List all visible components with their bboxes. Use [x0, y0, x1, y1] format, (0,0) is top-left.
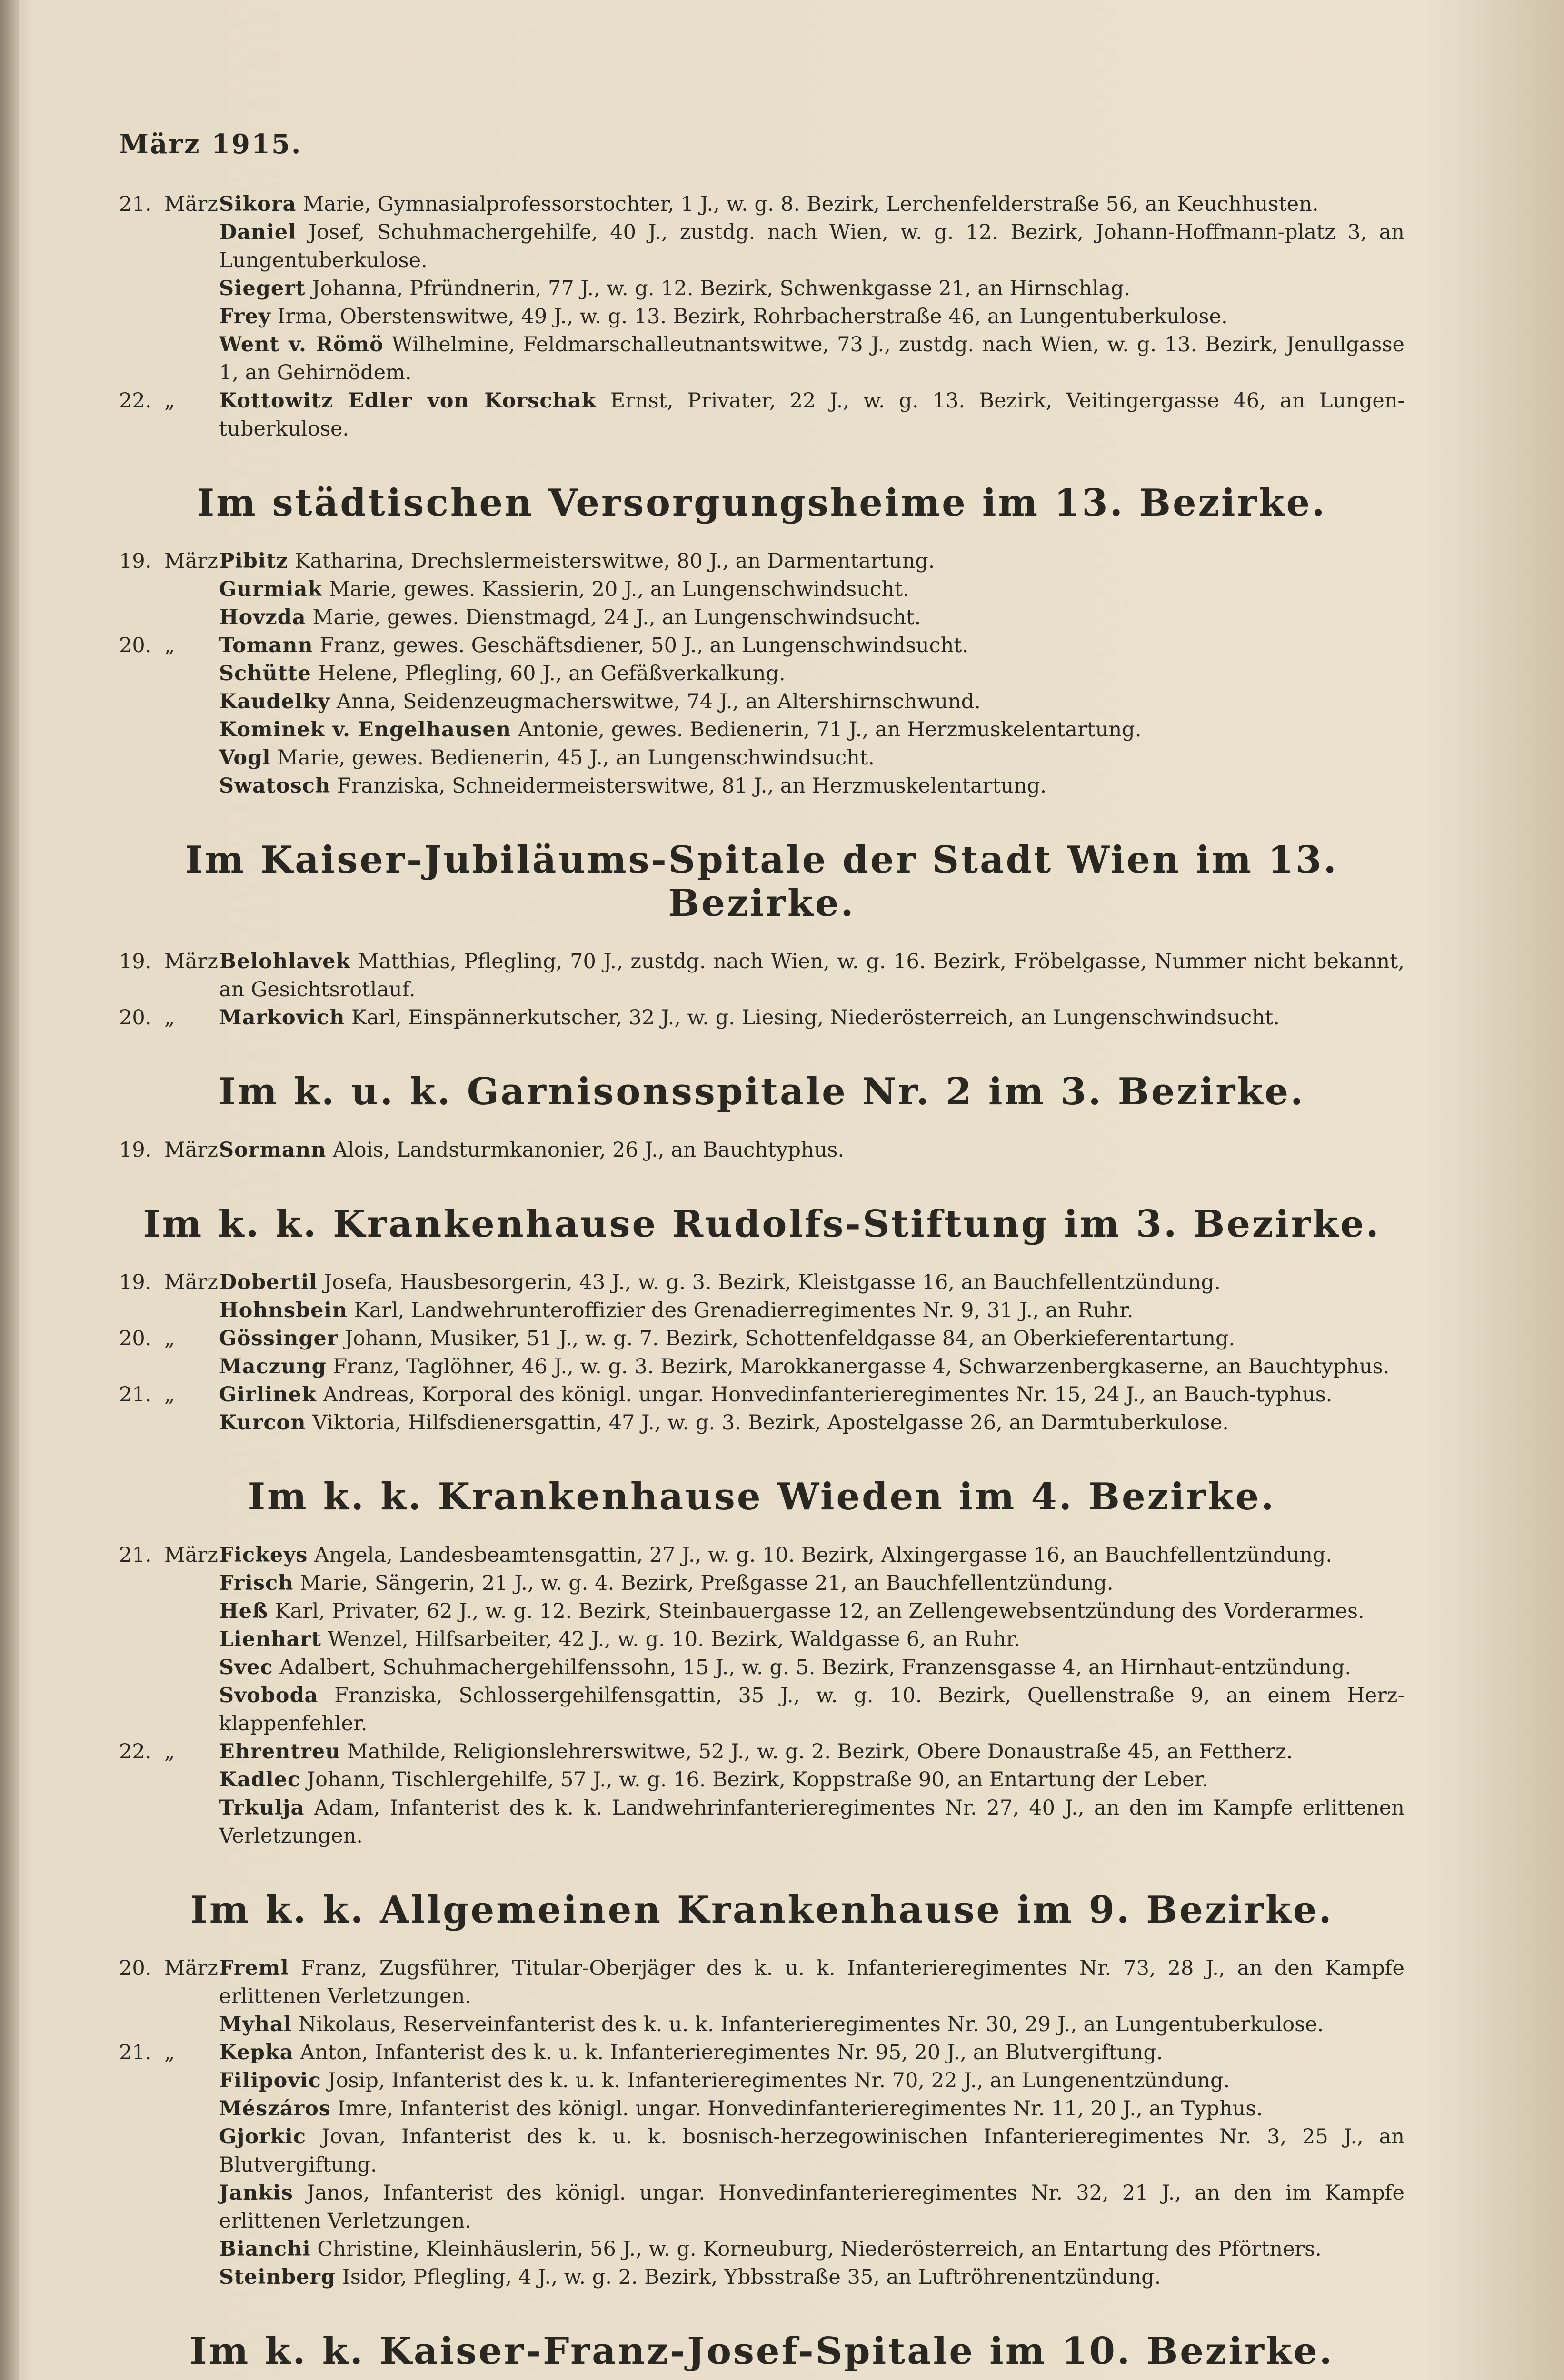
deceased-name: Gurmiak	[219, 577, 323, 601]
entry-date	[119, 2235, 219, 2263]
deceased-name: Kominek v. Engelhausen	[219, 718, 511, 742]
deceased-name: Belohlavek	[219, 950, 351, 973]
entry-date	[119, 2123, 219, 2179]
entry-detail: Matthias, Pflegling, 70 J., zustdg. nach Wien, w. g. 16. Bezirk, Fröbelgasse, Nummer nicht bekannt, an Gesichtsrotlauf.	[219, 950, 1405, 1002]
entry-text	[219, 575, 1405, 604]
deceased-name: Myhal	[219, 2013, 292, 2036]
sections-container	[119, 190, 1405, 2380]
entry-date	[119, 1325, 219, 1353]
entry-text	[219, 2011, 1405, 2039]
entry-date	[119, 1136, 219, 1164]
entry-detail: Franz, gewes. Geschäftsdiener, 50 J., an Lungenschwindsucht.	[319, 634, 969, 657]
entry-detail: Mathilde, Religionslehrerswitwe, 52 J., w. g. 2. Bezirk, Obere Donaustraße 45, an Fettherz.	[347, 1740, 1293, 1764]
register-entry	[119, 190, 1405, 218]
deceased-name: Vogl	[219, 746, 271, 770]
entry-detail: Christine, Kleinhäuslerin, 56 J., w. g. Korneuburg, Niederösterreich, an Entartung des Pförtners.	[317, 2237, 1322, 2261]
entry-text	[219, 772, 1405, 800]
entry-text	[219, 387, 1405, 443]
entry-day: 22.	[119, 1740, 152, 1764]
entry-detail: Karl, Einspännerkutscher, 32 J., w. g. Liesing, Niederösterreich, an Lungenschwindsucht.	[351, 1006, 1280, 1030]
death-register-section	[119, 1475, 1405, 1850]
entry-date	[119, 2263, 219, 2291]
entry-text	[219, 2095, 1405, 2123]
entry-detail: Katharina, Drechslermeisterswitwe, 80 J., an Darmentartung.	[295, 549, 935, 573]
register-entry	[119, 1325, 1405, 1353]
entry-text	[219, 2039, 1405, 2067]
register-entry	[119, 2179, 1405, 2235]
page-header: März 1915.	[119, 129, 302, 160]
register-entry	[119, 1682, 1405, 1738]
entry-date	[119, 716, 219, 744]
entry-text	[219, 660, 1405, 688]
entry-day: 20.	[119, 1956, 152, 1980]
entry-date	[119, 2011, 219, 2039]
entry-month: „	[164, 1740, 175, 1764]
entry-date	[119, 604, 219, 632]
deceased-name: Siegert	[219, 277, 306, 300]
entry-text	[219, 716, 1405, 744]
entry-month: „	[164, 1006, 175, 1030]
entry-date	[119, 948, 219, 1004]
entry-date	[119, 1954, 219, 2011]
entry-month: „	[164, 1383, 175, 1407]
entry-text	[219, 948, 1405, 1004]
entry-date	[119, 575, 219, 604]
entry-text	[219, 744, 1405, 772]
entry-date	[119, 331, 219, 387]
entry-date	[119, 275, 219, 303]
document-page	[119, 129, 1405, 2380]
entry-day: 20.	[119, 1327, 152, 1350]
register-entry	[119, 688, 1405, 716]
register-entry	[119, 1269, 1405, 1297]
entry-text	[219, 604, 1405, 632]
entry-text	[219, 2179, 1405, 2235]
entry-detail: Josef, Schuhmachergehilfe, 40 J., zustdg. nach Wien, w. g. 12. Bezirk, Johann-Hoffmann-platz 3, an Lungentuberkulose.	[219, 220, 1405, 272]
entry-detail: Franziska, Schlossergehilfensgattin, 35 J., w. g. 10. Bezirk, Quellenstraße 9, an einem Herz-klappenfehler.	[219, 1684, 1405, 1735]
deceased-name: Steinberg	[219, 2265, 336, 2289]
entry-detail: Franz, Taglöhner, 46 J., w. g. 3. Bezirk, Marokkanergasse 4, Schwarzenbergkaserne, an Bauchtyphus.	[333, 1355, 1390, 1378]
entry-date	[119, 1626, 219, 1654]
entry-month: März	[164, 1543, 218, 1567]
section-title: Im Kaiser-Jubiläums-Spitale der Stadt Wien im 13. Bezirke.	[185, 838, 1338, 925]
register-entry	[119, 1794, 1405, 1850]
entry-text	[219, 1297, 1405, 1325]
entry-day: 19.	[119, 1138, 152, 1162]
entry-day: 21.	[119, 1383, 152, 1407]
entry-text	[219, 1541, 1405, 1569]
register-entry	[119, 604, 1405, 632]
entry-text	[219, 331, 1405, 387]
entry-detail: Adam, Infanterist des k. k. Landwehrinfanterieregimentes Nr. 27, 40 J., an den im Kampfe erlittenen Verletzungen.	[219, 1796, 1405, 1848]
entry-date	[119, 1297, 219, 1325]
entry-day: 20.	[119, 634, 152, 657]
section-title: Im k. u. k. Garnisonsspitale Nr. 2 im 3. Bezirke.	[218, 1070, 1305, 1113]
entry-month: „	[164, 1327, 175, 1350]
entry-day: 21.	[119, 1543, 152, 1567]
register-entry	[119, 575, 1405, 604]
deceased-name: Sormann	[219, 1138, 327, 1162]
entry-text	[219, 1682, 1405, 1738]
register-entry	[119, 660, 1405, 688]
register-entry	[119, 948, 1405, 1004]
entry-month: März	[164, 1270, 218, 1294]
deceased-name: Bianchi	[219, 2237, 311, 2261]
entry-text	[219, 1954, 1405, 2011]
deceased-name: Hovzda	[219, 605, 306, 629]
deceased-name: Frisch	[219, 1571, 294, 1595]
entry-date	[119, 1569, 219, 1597]
entry-text	[219, 2123, 1405, 2179]
register-entry	[119, 547, 1405, 575]
register-entry	[119, 275, 1405, 303]
register-entry	[119, 1541, 1405, 1569]
entry-detail: Isidor, Pflegling, 4 J., w. g. 2. Bezirk, Ybbsstraße 35, an Luftröhrenentzündung.	[342, 2265, 1161, 2289]
entry-text	[219, 688, 1405, 716]
entry-text	[219, 1794, 1405, 1850]
register-entry	[119, 1004, 1405, 1032]
entry-date	[119, 632, 219, 660]
entry-detail: Johann, Musiker, 51 J., w. g. 7. Bezirk, Schottenfeldgasse 84, an Oberkieferentartung.	[345, 1327, 1235, 1350]
entry-detail: Marie, Gymnasialprofessorstochter, 1 J., w. g. 8. Bezirk, Lerchenfelderstraße 56, an Keuchhusten.	[303, 192, 1319, 216]
deceased-name: Filipovic	[219, 2069, 321, 2092]
entry-detail: Anton, Infanterist des k. u. k. Infanterieregimentes Nr. 95, 20 J., an Blutvergiftung.	[300, 2041, 1163, 2064]
register-entry	[119, 1766, 1405, 1794]
entry-detail: Imre, Infanterist des königl. ungar. Honvedinfanterieregimentes Nr. 11, 20 J., an Typhus.	[337, 2097, 1263, 2121]
entry-day: 19.	[119, 950, 152, 973]
entry-detail: Antonie, gewes. Bedienerin, 71 J., an Herzmuskelentartung.	[518, 718, 1142, 742]
entry-text	[219, 1766, 1405, 1794]
entry-text	[219, 1269, 1405, 1297]
register-entry	[119, 772, 1405, 800]
entry-date	[119, 1682, 219, 1738]
entry-date	[119, 1766, 219, 1794]
deceased-name: Sikora	[219, 192, 297, 216]
deceased-name: Daniel	[219, 220, 297, 244]
deceased-name: Swatosch	[219, 774, 331, 798]
entry-text	[219, 632, 1405, 660]
register-entry	[119, 1597, 1405, 1626]
entry-date	[119, 1541, 219, 1569]
entry-text	[219, 1136, 1405, 1164]
entry-text	[219, 1004, 1405, 1032]
death-register-section	[119, 190, 1405, 443]
register-entry	[119, 2067, 1405, 2095]
entry-date	[119, 1353, 219, 1381]
deceased-name: Maczung	[219, 1355, 327, 1378]
entry-day: 20.	[119, 1006, 152, 1030]
entry-detail: Wenzel, Hilfsarbeiter, 42 J., w. g. 10. Bezirk, Waldgasse 6, an Ruhr.	[328, 1627, 1020, 1651]
deceased-name: Heß	[219, 1599, 269, 1623]
entry-month: März	[164, 1956, 218, 1980]
entry-detail: Jovan, Infanterist des k. u. k. bosnisch-herzegowinischen Infanterieregimentes Nr. 3, 25 J., an Blutvergiftung.	[219, 2125, 1405, 2177]
entry-text	[219, 2067, 1405, 2095]
entry-date	[119, 1597, 219, 1626]
entry-detail: Ernst, Privater, 22 J., w. g. 13. Bezirk, Veitingergasse 46, an Lungen-tuberkulose.	[219, 389, 1405, 441]
entry-text	[219, 1353, 1405, 1381]
entry-date	[119, 1004, 219, 1032]
register-entry	[119, 1136, 1405, 1164]
entry-day: 21.	[119, 192, 152, 216]
register-entry	[119, 218, 1405, 275]
register-entry	[119, 2011, 1405, 2039]
entry-text	[219, 2263, 1405, 2291]
entry-detail: Karl, Privater, 62 J., w. g. 12. Bezirk, Steinbauergasse 12, an Zellengewebsentzündung des Vorderarmes.	[275, 1599, 1365, 1623]
death-register-section	[119, 1202, 1405, 1437]
entry-detail: Helene, Pflegling, 60 J., an Gefäßverkalkung.	[318, 662, 786, 685]
deceased-name: Kurcon	[219, 1411, 306, 1435]
entry-month: März	[164, 1138, 218, 1162]
entry-text	[219, 2235, 1405, 2263]
deceased-name: Dobertil	[219, 1270, 318, 1294]
register-entry	[119, 2263, 1405, 2291]
register-entry	[119, 1654, 1405, 1682]
entry-text	[219, 1626, 1405, 1654]
entry-date	[119, 2067, 219, 2095]
register-entry	[119, 1738, 1405, 1766]
entry-month: März	[164, 192, 218, 216]
deceased-name: Mészáros	[219, 2097, 331, 2121]
entry-date	[119, 772, 219, 800]
register-entry	[119, 1954, 1405, 2011]
death-register-section	[119, 1888, 1405, 2291]
entry-text	[219, 303, 1405, 331]
entry-date	[119, 387, 219, 443]
entry-day: 19.	[119, 1270, 152, 1294]
register-entry	[119, 632, 1405, 660]
deceased-name: Kaudelky	[219, 690, 330, 714]
entry-detail: Josip, Infanterist des k. u. k. Infanterieregimentes Nr. 70, 22 J., an Lungenentzündung.	[328, 2069, 1230, 2092]
book-gutter	[0, 0, 19, 2380]
section-title: Im k. k. Allgemeinen Krankenhause im 9. Bezirke.	[190, 1888, 1334, 1932]
section-title: Im k. k. Kaiser-Franz-Josef-Spitale im 10. Bezirke.	[189, 2330, 1334, 2373]
register-entry	[119, 2039, 1405, 2067]
deceased-name: Svoboda	[219, 1684, 319, 1707]
deceased-name: Trkulja	[219, 1796, 305, 1820]
entry-date	[119, 1738, 219, 1766]
deceased-name: Jankis	[219, 2181, 293, 2205]
entry-detail: Irma, Oberstenswitwe, 49 J., w. g. 13. Bezirk, Rohrbacherstraße 46, an Lungentuberkulose.	[277, 305, 1228, 328]
entry-day: 19.	[119, 549, 152, 573]
entry-detail: Marie, gewes. Dienstmagd, 24 J., an Lungenschwindsucht.	[312, 605, 921, 629]
register-entry	[119, 2095, 1405, 2123]
entry-detail: Viktoria, Hilfsdienersgattin, 47 J., w. g. 3. Bezirk, Apostelgasse 26, an Darmtuberkulose.	[312, 1411, 1229, 1435]
entry-date	[119, 547, 219, 575]
deceased-name: Tomann	[219, 634, 313, 657]
entry-text	[219, 1325, 1405, 1353]
entry-detail: Marie, gewes. Kassierin, 20 J., an Lungenschwindsucht.	[329, 577, 909, 601]
section-title: Im k. k. Krankenhause Wieden im 4. Bezirke.	[248, 1475, 1276, 1518]
entry-text	[219, 1597, 1405, 1626]
register-entry	[119, 1409, 1405, 1437]
entry-text	[219, 1381, 1405, 1409]
entry-date	[119, 2095, 219, 2123]
deceased-name: Frey	[219, 305, 271, 328]
entry-detail: Nikolaus, Reserveinfanterist des k. u. k. Infanterieregimentes Nr. 30, 29 J., an Lungentuberkulose.	[298, 2013, 1324, 2036]
entry-detail: Karl, Landwehrunteroffizier des Grenadierregimentes Nr. 9, 31 J., an Ruhr.	[354, 1299, 1134, 1322]
entry-date	[119, 218, 219, 275]
entry-detail: Johanna, Pfründnerin, 77 J., w. g. 12. Bezirk, Schwenkgasse 21, an Hirnschlag.	[312, 277, 1131, 300]
entry-detail: Alois, Landsturmkanonier, 26 J., an Bauchtyphus.	[332, 1138, 845, 1162]
entry-month: März	[164, 549, 218, 573]
deceased-name: Freml	[219, 1956, 289, 1980]
entry-text	[219, 1654, 1405, 1682]
deceased-name: Lienhart	[219, 1627, 321, 1651]
deceased-name: Ehrentreu	[219, 1740, 341, 1764]
entry-date	[119, 303, 219, 331]
death-register-section	[119, 838, 1405, 1032]
entry-detail: Andreas, Korporal des königl. ungar. Honvedinfanterieregimentes Nr. 15, 24 J., an Bauch-typhus.	[323, 1383, 1333, 1407]
entry-month: „	[164, 634, 175, 657]
entry-date	[119, 1381, 219, 1409]
entry-detail: Franz, Zugsführer, Titular-Oberjäger des k. u. k. Infanterieregimentes Nr. 73, 28 J., an den Kampfe erlittenen Verletzungen.	[219, 1956, 1405, 2008]
entry-text	[219, 1569, 1405, 1597]
entry-day: 22.	[119, 389, 152, 413]
register-entry	[119, 716, 1405, 744]
death-register-section	[119, 1070, 1405, 1164]
entry-month: „	[164, 2041, 175, 2064]
entry-date	[119, 1269, 219, 1297]
deceased-name: Gjorkic	[219, 2125, 306, 2149]
register-entry	[119, 2123, 1405, 2179]
death-register-section	[119, 2330, 1405, 2380]
entry-text	[219, 1409, 1405, 1437]
entry-date	[119, 688, 219, 716]
deceased-name: Fickeys	[219, 1543, 308, 1567]
entry-date	[119, 1654, 219, 1682]
entry-detail: Janos, Infanterist des königl. ungar. Honvedinfanterieregimentes Nr. 32, 21 J., an den im Kampfe erlittenen Verletzungen.	[219, 2181, 1405, 2233]
section-title: Im k. k. Krankenhause Rudolfs-Stiftung im 3. Bezirke.	[143, 1202, 1381, 1246]
entry-detail: Johann, Tischlergehilfe, 57 J., w. g. 16. Bezirk, Koppstraße 90, an Entartung der Leber.	[307, 1768, 1209, 1792]
entry-date	[119, 1794, 219, 1850]
register-entry	[119, 303, 1405, 331]
entry-text	[219, 547, 1405, 575]
deceased-name: Kottowitz Edler von Korschak	[219, 389, 597, 413]
entry-date	[119, 660, 219, 688]
deceased-name: Markovich	[219, 1006, 345, 1030]
entry-date	[119, 2039, 219, 2067]
register-entry	[119, 1381, 1405, 1409]
entry-detail: Wilhelmine, Feldmarschalleutnantswitwe, 73 J., zustdg. nach Wien, w. g. 13. Bezirk, Jenullgasse 1, an Gehirnödem.	[219, 333, 1405, 385]
deceased-name: Went v. Römö	[219, 333, 384, 357]
entry-date	[119, 190, 219, 218]
entry-detail: Franziska, Schneidermeisterswitwe, 81 J., an Herzmuskelentartung.	[337, 774, 1047, 798]
entry-text	[219, 190, 1405, 218]
entry-month: März	[164, 950, 218, 973]
register-entry	[119, 1626, 1405, 1654]
deceased-name: Schütte	[219, 662, 311, 685]
entry-detail: Josefa, Hausbesorgerin, 43 J., w. g. 3. Bezirk, Kleistgasse 16, an Bauchfellentzündung.	[324, 1270, 1221, 1294]
register-entry	[119, 1297, 1405, 1325]
deceased-name: Kepka	[219, 2041, 294, 2064]
deceased-name: Pibitz	[219, 549, 289, 573]
register-entry	[119, 1569, 1405, 1597]
entry-detail: Marie, gewes. Bedienerin, 45 J., an Lungenschwindsucht.	[277, 746, 875, 770]
entry-date	[119, 1409, 219, 1437]
entry-detail: Angela, Landesbeamtensgattin, 27 J., w. g. 10. Bezirk, Alxingergasse 16, an Bauchfellentzündung.	[314, 1543, 1333, 1567]
entry-text	[219, 275, 1405, 303]
entry-month: „	[164, 389, 175, 413]
register-entry	[119, 331, 1405, 387]
deceased-name: Kadlec	[219, 1768, 301, 1792]
entry-detail: Adalbert, Schuhmachergehilfenssohn, 15 J., w. g. 5. Bezirk, Franzensgasse 4, an Hirnhaut-entzündung.	[279, 1656, 1352, 1679]
entry-detail: Anna, Seidenzeugmacherswitwe, 74 J., an Altershirnschwund.	[336, 690, 981, 714]
deceased-name: Gössinger	[219, 1327, 339, 1350]
register-entry	[119, 744, 1405, 772]
entry-text	[219, 1738, 1405, 1766]
register-entry	[119, 2235, 1405, 2263]
entry-date	[119, 744, 219, 772]
deceased-name: Hohnsbein	[219, 1299, 348, 1322]
deceased-name: Svec	[219, 1656, 273, 1679]
entry-date	[119, 2179, 219, 2235]
section-title: Im städtischen Versorgungsheime im 13. Bezirke.	[197, 481, 1327, 525]
death-register-section	[119, 481, 1405, 800]
entry-detail: Marie, Sängerin, 21 J., w. g. 4. Bezirk, Preßgasse 21, an Bauchfellentzündung.	[300, 1571, 1114, 1595]
deceased-name: Girlinek	[219, 1383, 317, 1407]
register-entry	[119, 387, 1405, 443]
register-entry	[119, 1353, 1405, 1381]
entry-text	[219, 218, 1405, 275]
entry-day: 21.	[119, 2041, 152, 2064]
